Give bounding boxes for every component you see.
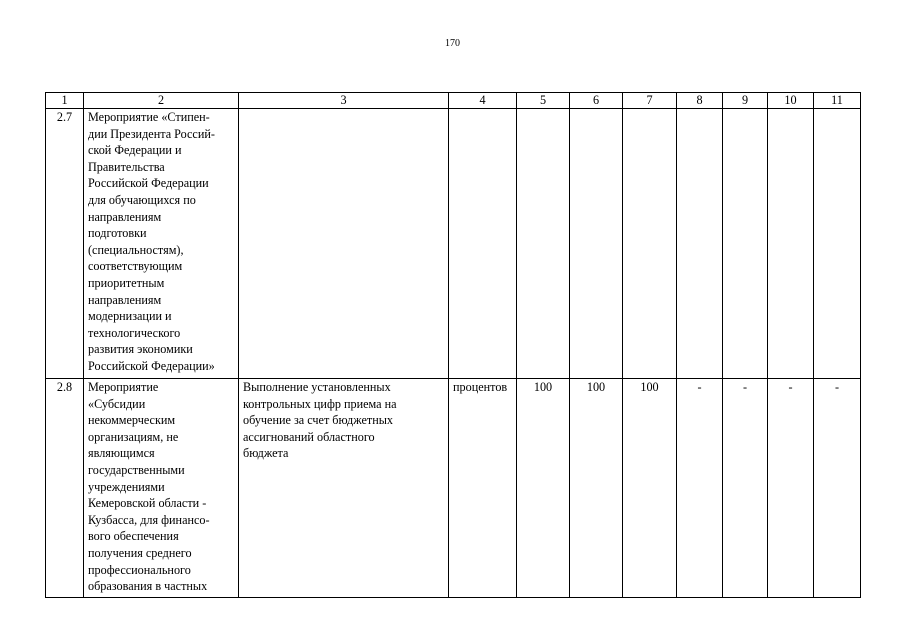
- value-cell: 100: [517, 379, 570, 598]
- indicator-name: Выполнение установленных контрольных цифр приема на обучение за счет бюджетных ассигнований областного бюджета: [239, 379, 449, 598]
- row-number: 2.7: [46, 109, 84, 379]
- header-cell: 7: [623, 93, 677, 109]
- value-cell: 100: [570, 379, 623, 598]
- value-cell: [677, 109, 723, 379]
- header-cell: 10: [768, 93, 814, 109]
- program-table: [45, 92, 861, 598]
- header-cell: 11: [814, 93, 861, 109]
- value-cell: -: [723, 379, 768, 598]
- header-cell: 9: [723, 93, 768, 109]
- unit-cell: [449, 109, 517, 379]
- indicator-name: [239, 109, 449, 379]
- value-cell: [723, 109, 768, 379]
- value-cell: -: [677, 379, 723, 598]
- value-cell: [768, 109, 814, 379]
- value-cell: [623, 109, 677, 379]
- table-row: [46, 109, 861, 379]
- unit-cell: процентов: [449, 379, 517, 598]
- header-cell: 3: [239, 93, 449, 109]
- row-number: 2.8: [46, 379, 84, 598]
- value-cell: [517, 109, 570, 379]
- table-row: [46, 379, 861, 598]
- header-cell: 2: [84, 93, 239, 109]
- page-number: 170: [445, 38, 460, 49]
- header-cell: 5: [517, 93, 570, 109]
- header-cell: 8: [677, 93, 723, 109]
- value-cell: -: [768, 379, 814, 598]
- activity-name: Мероприятие «Субсидии некоммерческим организациям, не являющимся государственными учреждениями Кемеровской области - Кузбасса, для финансо- вого обеспечения получения среднего профессионального образования в частных: [84, 379, 239, 598]
- value-cell: [570, 109, 623, 379]
- value-cell: [814, 109, 861, 379]
- activity-name: Мероприятие «Стипен- дии Президента Россий- ской Федерации и Правительства Российской Федерации для обучающихся по направлениям подготовки (специальностям), соответствующим приоритетным направлениям модернизации и технологического развития экономики Российской Федерации»: [84, 109, 239, 379]
- header-cell: 6: [570, 93, 623, 109]
- header-cell: 4: [449, 93, 517, 109]
- header-cell: 1: [46, 93, 84, 109]
- table-header-row: [46, 93, 861, 109]
- value-cell: -: [814, 379, 861, 598]
- value-cell: 100: [623, 379, 677, 598]
